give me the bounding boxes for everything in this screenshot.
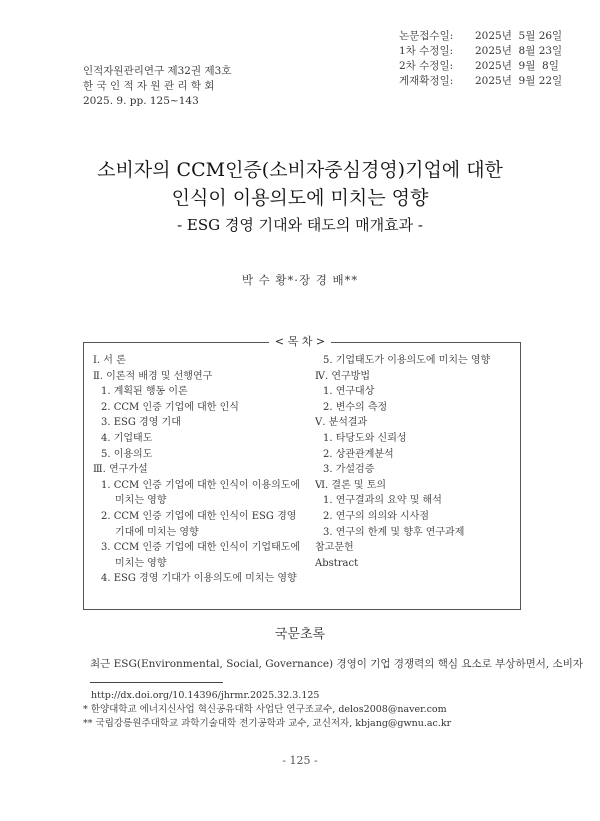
journal-info [83,64,231,109]
toc-item: Ⅵ. 결론 및 토의 [315,479,387,491]
date-value: 2025년 9월 8일 [475,60,559,72]
toc-item: Ⅳ. 연구방법 [315,370,370,382]
date-row [399,74,562,89]
toc-item: 5. 이용의도 [101,448,153,460]
paper-subtitle: - ESG 경영 기대와 태도의 매개효과 - [177,216,423,234]
toc-item: 3. 연구의 한계 및 향후 연구과제 [323,526,465,538]
date-row [399,44,562,59]
submission-dates [399,29,562,89]
title-line-2: 인식이 이용의도에 미치는 영향 [171,187,429,209]
toc-item: 4. ESG 경영 기대가 이용의도에 미치는 영향 [101,573,297,585]
toc-item: 참고문헌 [315,542,354,554]
date-label: 게재확정일: [399,75,454,87]
toc-item: 기대에 미치는 영향 [115,526,199,538]
toc-item: 3. 가설검증 [323,464,375,476]
toc-item: 2. CCM 인증 기업에 대한 인식 [101,401,239,413]
toc-item: 1. 계획된 행동 이론 [101,386,188,398]
toc-item: 1. CCM 인증 기업에 대한 인식이 이용의도에 [101,479,301,491]
journal-society: 한 국 인 적 자 원 관 리 학 회 [83,80,215,92]
date-value: 2025년 9월 22일 [475,75,563,87]
authors: 박 수 황*·장 경 배** [241,273,359,287]
footnote-rule [90,682,223,683]
paper-title [0,156,600,212]
toc-heading: < 목 차 > [0,333,600,349]
toc-item: 2. 변수의 측정 [323,401,388,413]
journal-issue: 2025. 9. pp. 125~143 [83,95,199,107]
toc-left-column [93,353,318,587]
toc-right-column [315,353,515,571]
toc-item: Ⅱ. 이론적 배경 및 선행연구 [93,370,213,382]
footnotes [83,689,451,731]
toc-item: 2. 상관관계분석 [323,448,394,460]
toc-item: 3. CCM 인증 기업에 대한 인식이 기업태도에 [101,542,301,554]
toc-item: Abstract [315,557,359,569]
toc-item: 미치는 영향 [115,495,167,507]
abstract-text: 최근 ESG(Environmental, Social, Governance) 경영이 기업 경쟁력의 핵심 요소로 부상하면서, 소비자 [90,658,583,670]
toc-item: 1. 연구대상 [323,386,375,398]
toc-item: Ⅲ. 연구가설 [93,464,148,476]
journal-name: 인적자원관리연구 제32권 제3호 [83,65,232,77]
toc-item: 4. 기업태도 [101,432,153,444]
footnote-author-1: * 한양대학교 에너지신사업 혁신공유대학 사업단 연구조교수, delos2008@naver.com [83,704,447,715]
toc-item: Ⅰ. 서 론 [93,355,126,366]
title-line-1: 소비자의 CCM인증(소비자중심경영)기업에 대한 [97,159,503,181]
toc-item: 1. 타당도와 신뢰성 [323,432,407,444]
toc-item: 5. 기업태도가 이용의도에 미치는 영향 [323,355,491,366]
toc-item: 2. CCM 인증 기업에 대한 인식이 ESG 경영 [101,510,297,522]
toc-item: 3. ESG 경영 기대 [101,417,181,429]
toc-item: 2. 연구의 의의와 시사점 [323,510,430,522]
toc-item: 1. 연구결과의 요약 및 해석 [323,495,442,507]
date-value: 2025년 5월 26일 [475,30,563,42]
page-number: - 125 - [282,754,318,767]
date-label: 논문접수일: [399,30,454,42]
date-label: 2차 수정일: [399,60,454,72]
footnote-author-2: ** 국립강릉원주대학교 과학기술대학 전기공학과 교수, 교신저자, kbjang@gwnu.ac.kr [83,718,452,729]
toc-item: Ⅴ. 분석결과 [315,417,368,429]
date-label: 1차 수정일: [399,45,454,57]
date-row [399,29,562,44]
toc-item: 미치는 영향 [115,557,167,569]
date-row [399,59,562,74]
date-value: 2025년 8월 23일 [475,45,563,57]
doi-link[interactable]: http://dx.doi.org/10.14396/jhrmr.2025.32.3.125 [91,690,320,701]
abstract-heading: 국문초록 [274,627,326,642]
table-of-contents [83,342,521,610]
